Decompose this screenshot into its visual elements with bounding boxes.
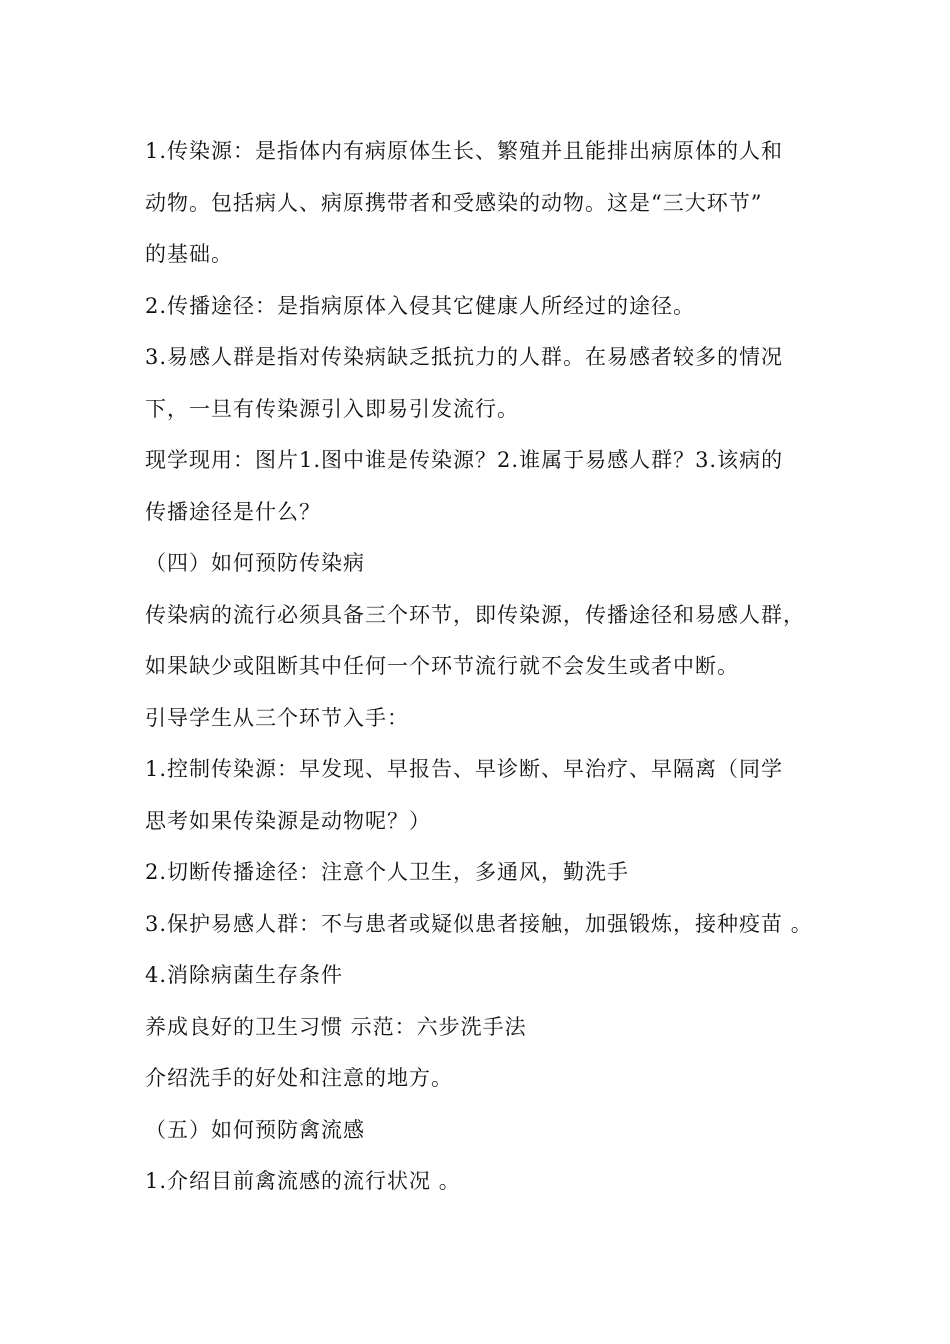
text-line: 2.切断传播途径：注意个人卫生，多通风，勤洗手 [145, 860, 630, 884]
text-line: 传染病的流行必须具备三个环节，即传染源，传播途径和易感人群， [145, 602, 805, 627]
text-line: 现学现用：图片1.图中谁是传染源？2.谁属于易感人群？3.该病的 [145, 448, 784, 472]
text-line: 2.传播途径：是指病原体入侵其它健康人所经过的途径。 [145, 293, 696, 318]
text-line: 思考如果传染源是动物呢？） [145, 808, 431, 833]
section-heading: （五）如何预防禽流感 [145, 1117, 365, 1142]
text-line: 1.传染源：是指体内有病原体生长、繁殖并且能排出病原体的人和 [145, 139, 784, 163]
text-line: 动物。包括病人、病原携带者和受感染的动物。这是“三大环节” [145, 190, 763, 215]
text-line: 传播途径是什么？ [145, 499, 321, 524]
text-line: 引导学生从三个环节入手： [145, 705, 409, 730]
text-line: 3.易感人群是指对传染病缺乏抵抗力的人群。在易感者较多的情况 [145, 345, 784, 369]
text-line: 下，一旦有传染源引入即易引发流行。 [145, 396, 519, 421]
document-body [145, 126, 825, 1208]
text-line: 1.控制传染源：早发现、早报告、早诊断、早治疗、早隔离（同学 [145, 757, 784, 781]
text-line: 1.介绍目前禽流感的流行状况 。 [145, 1169, 461, 1193]
section-heading: （四）如何预防传染病 [145, 551, 365, 575]
text-line: 的基础。 [145, 242, 233, 266]
text-line: 如果缺少或阻断其中任何一个环节流行就不会发生或者中断。 [145, 654, 739, 678]
text-line: 介绍洗手的好处和注意的地方。 [145, 1066, 453, 1090]
text-line: 4.消除病菌生存条件 [145, 963, 344, 987]
text-line: 养成良好的卫生习惯 示范：六步洗手法 [145, 1014, 527, 1039]
text-line: 3.保护易感人群：不与患者或疑似患者接触，加强锻炼，接种疫苗 。 [145, 911, 813, 936]
